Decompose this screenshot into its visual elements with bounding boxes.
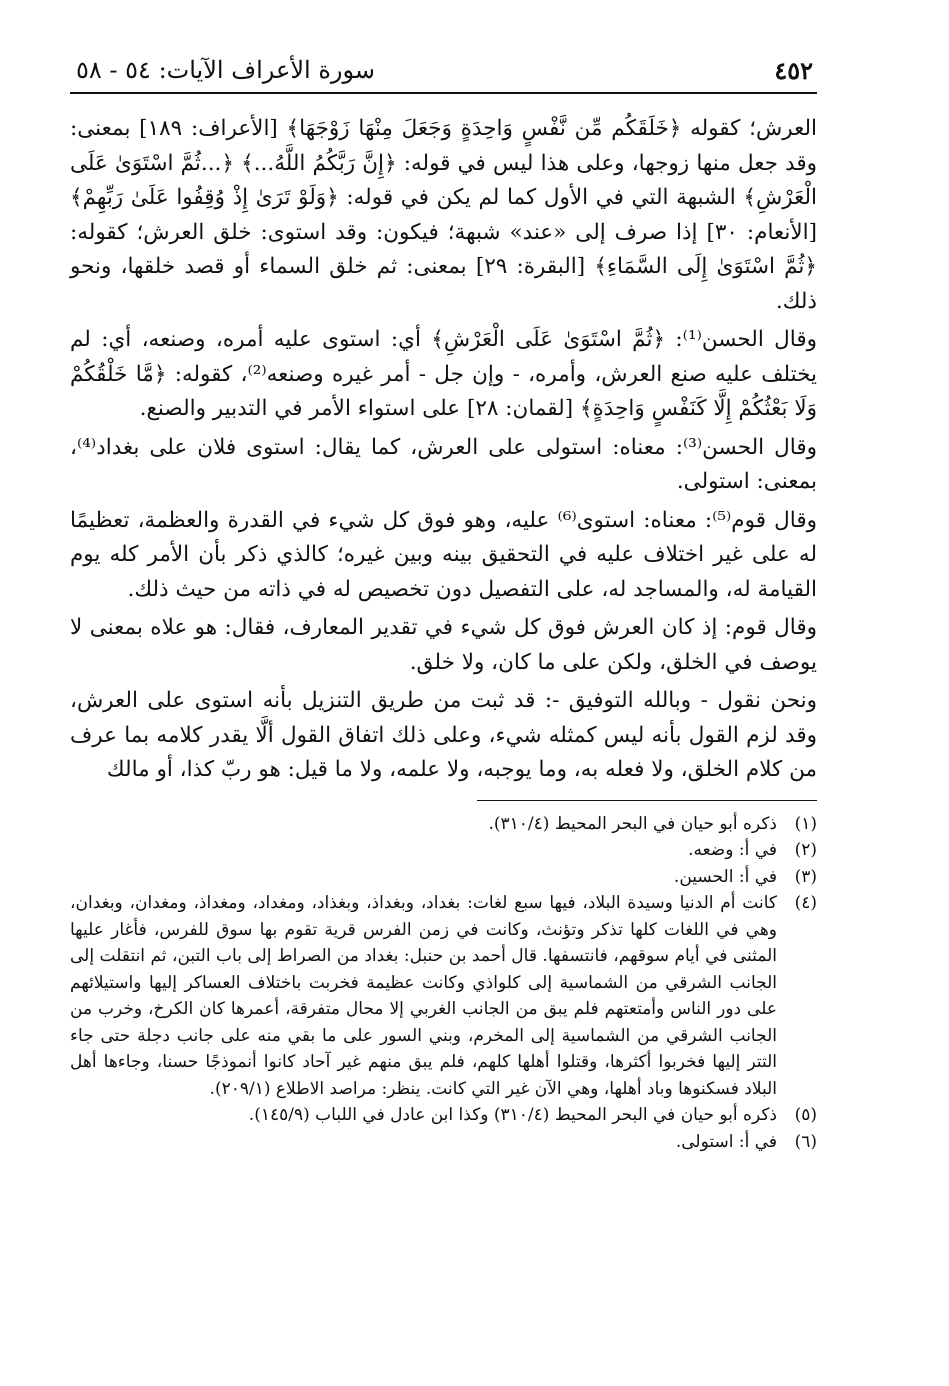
footnote-number: (٥)	[794, 1105, 817, 1125]
footnote	[70, 837, 817, 864]
footnote-number: (٢)	[794, 840, 817, 860]
footnote-text: ذكره أبو حيان في البحر المحيط (٣١٠/٤).	[488, 813, 777, 834]
footnote-number: (٤)	[794, 893, 817, 913]
page-number: ٤٥٢	[774, 56, 813, 85]
footnote	[70, 1102, 817, 1129]
paragraph: ونحن نقول - وبالله التوفيق -: قد ثبت من طريق التنزيل بأنه استوى على العرش، وقد لزم القول بأنه ليس كمثله شيء، وعلى ذلك اتفاق القول ألَّا يقدر كلامه بما عرف من كلام الخلق، ولا فعله به، وما يوجبه، ولا علمه، ولا ما قيل: هو ربّ كذا، أو مالك	[70, 688, 817, 782]
footnote-text: كانت أم الدنيا وسيدة البلاد، فيها سبع لغات: بغداد، وبغداذ، وبغذاد، ومغداد، ومغداذ، ومغدان، وبغدان، وهي في اللغات كلها تذكر وتؤنث، وكانت في زمن الفرس قرية تقوم بها سوق للفرس، فأغار عليها المثنى في أيام سوقهم، فانتسفها. قال أحمد بن حنبل: بغداد من الصراط إلى باب التبن، ثم انتقلت إلى الجانب الشرقي من الشماسية إلى كلواذي وكانت عظيمة فخربت باختلاف العساكر إليها واستيلائهم على دور الناس وأمتعتهم فلم يبق من الجانب الغربي إلا محال متفرقة، أعمرها كان الكرخ، وخرب من الجانب الشرقي من الشماسية إلى المخرم، وبني السور على ما بقي منه على جانب دجلة حتى جاء التتر إليها فخربوا أكثرها، وقتلوا أهلها كلهم، فلم يبق منهم غير آحاد كانوا أنموذجًا حسنا، وجاءها أهل البلاد فسكنوها وباد أهلها، وهي الآن غير التي كانت. ينظر: مراصد الاطلاع (٢٠٩/١).	[70, 893, 777, 1099]
document-page	[70, 50, 817, 1155]
footnote	[70, 890, 817, 1102]
paragraph: وقال قوم⁽⁵⁾: معناه: استوى⁽⁶⁾ عليه، وهو فوق كل شيء في القدرة والعظمة، تعظيمًا له على غير اختلاف عليه في التحقيق بينه وبين غيره؛ كالذي ذكر بأن الأمر كله يوم القيامة له، والمساجد له، على التفصيل دون تخصيص له في ذاته من حيث ذلك.	[70, 507, 817, 602]
paragraph: وقال الحسن⁽³⁾: معناه: استولى على العرش، كما يقال: استوى فلان على بغداد⁽⁴⁾، بمعنى: استولى.	[70, 434, 817, 494]
footnote	[70, 864, 817, 891]
main-text	[70, 112, 817, 788]
footnotes	[70, 811, 817, 1156]
footnote-text: ذكره أبو حيان في البحر المحيط (٣١٠/٤) وكذا ابن عادل في اللباب (١٤٥/٩).	[248, 1105, 777, 1125]
footnote-text: في أ: الحسين.	[673, 866, 777, 887]
footnote	[70, 1129, 817, 1156]
footnote-number: (٣)	[794, 866, 817, 887]
footnote	[70, 811, 817, 838]
footnote-number: (٦)	[794, 1131, 817, 1152]
page-header	[70, 50, 817, 94]
footnote-text: في أ: وضعه.	[688, 840, 777, 860]
paragraph: وقال قوم: إذ كان العرش فوق كل شيء في تقدير المعارف، فقال: هو علاه بمعنى لا يوصف في الخلق، ولكن على ما كان، ولا خلق.	[70, 615, 817, 675]
paragraph: وقال الحسن⁽¹⁾: ﴿ثُمَّ اسْتَوَىٰ عَلَى الْعَرْشِ﴾ أي: استوى عليه أمره، وصنعه، أي: لم يختلف عليه صنع العرش، وأمره، - وإن جل - أمر غيره وصنعه⁽²⁾، كقوله: ﴿مَّا خَلْقُكُمْ وَلَا بَعْثُكُمْ إِلَّا كَنَفْسٍ وَاحِدَةٍ﴾ [لقمان: ٢٨] على استواء الأمر في التدبير والصنع.	[70, 327, 817, 421]
running-head: سورة الأعراف الآيات: ٥٤ - ٥٨	[76, 56, 375, 84]
footnote-separator	[477, 800, 817, 801]
paragraph: العرش؛ كقوله ﴿خَلَقَكُم مِّن نَّفْسٍ وَاحِدَةٍ وَجَعَلَ مِنْهَا زَوْجَهَا﴾ [الأعراف: ١٨٩] بمعنى: وقد جعل منها زوجها، وعلى هذا ليس في قوله: ﴿إِنَّ رَبَّكُمُ اللَّهُ...﴾ ﴿...ثُمَّ اسْتَوَىٰ عَلَى الْعَرْشِ﴾ الشبهة التي في الأول كما لم يكن في قوله: ﴿وَلَوْ تَرَىٰ إِذْ وُقِفُوا عَلَىٰ رَبِّهِمْ﴾ [الأنعام: ٣٠] إذا صرف إلى «عند» شبهة؛ فيكون: وقد استوى: خلق العرش؛ كقوله: ﴿ثُمَّ اسْتَوَىٰ إِلَى السَّمَاءِ﴾ [البقرة: ٢٩] بمعنى: ثم خلق السماء أو قصد خلقها، ونحو ذلك.	[70, 116, 818, 314]
footnote-text: في أ: استولى.	[675, 1131, 777, 1152]
footnote-number: (١)	[794, 813, 817, 834]
